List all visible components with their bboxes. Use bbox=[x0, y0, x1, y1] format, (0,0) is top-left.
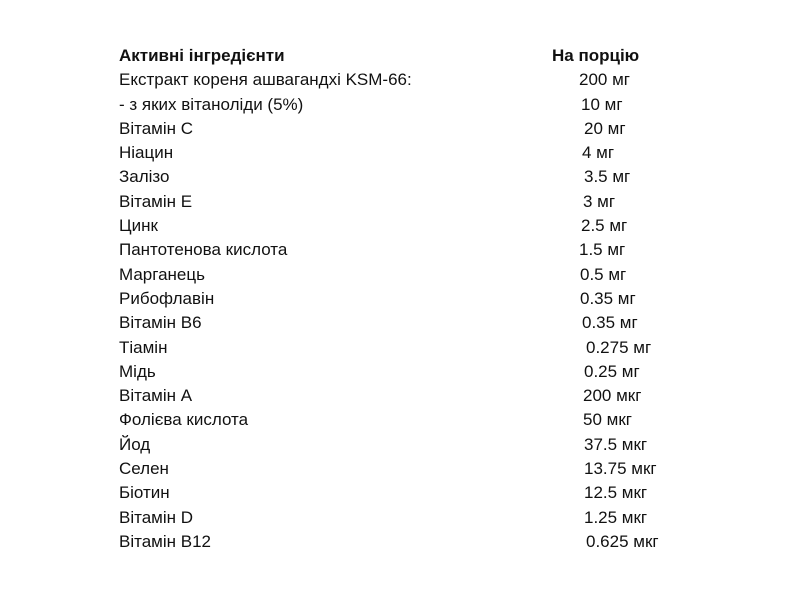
ingredient-amount: 0.35 мг bbox=[580, 288, 636, 308]
ingredient-name: Вітамін В12 bbox=[119, 531, 211, 551]
table-row bbox=[119, 190, 719, 214]
ingredient-amount: 0.5 мг bbox=[580, 264, 627, 284]
table-row bbox=[119, 336, 719, 360]
ingredients-table bbox=[119, 44, 719, 554]
table-row bbox=[119, 214, 719, 238]
ingredient-name: Селен bbox=[119, 459, 169, 479]
ingredients-column-header: Активні інгредієнти bbox=[119, 46, 285, 65]
ingredient-amount: 0.25 мг bbox=[584, 361, 640, 381]
table-row bbox=[119, 263, 719, 287]
ingredient-amount: 200 мкг bbox=[583, 386, 642, 406]
ingredient-name: Залізо bbox=[119, 167, 170, 187]
ingredient-name: Цинк bbox=[119, 216, 158, 236]
ingredient-name: Фолієва кислота bbox=[119, 410, 249, 430]
table-row bbox=[119, 93, 719, 117]
ingredient-amount: 0.625 мкг bbox=[586, 531, 659, 551]
ingredient-name: Вітамін D bbox=[119, 507, 194, 527]
table-row bbox=[119, 457, 719, 481]
ingredient-amount: 50 мкг bbox=[583, 410, 632, 430]
ingredient-name: - з яких вітаноліди (5%) bbox=[119, 94, 304, 114]
ingredient-amount: 3 мг bbox=[583, 191, 616, 211]
ingredient-amount: 37.5 мкг bbox=[584, 434, 648, 454]
ingredient-amount: 2.5 мг bbox=[581, 216, 628, 236]
table-header bbox=[119, 44, 719, 68]
ingredient-amount: 13.75 мкг bbox=[584, 459, 657, 479]
ingredient-name: Йод bbox=[119, 434, 151, 454]
table-row bbox=[119, 384, 719, 408]
ingredient-amount: 10 мг bbox=[581, 94, 623, 114]
table-row bbox=[119, 68, 719, 92]
ingredient-amount: 20 мг bbox=[584, 118, 626, 138]
ingredient-name: Екстракт кореня ашвагандхі KSM-66: bbox=[119, 70, 412, 90]
table-row bbox=[119, 506, 719, 530]
ingredient-amount: 0.35 мг bbox=[582, 313, 638, 333]
ingredient-name: Мідь bbox=[119, 361, 156, 381]
ingredient-amount: 12.5 мкг bbox=[584, 483, 648, 503]
table-row bbox=[119, 311, 719, 335]
ingredient-name: Вітамін А bbox=[119, 386, 193, 406]
ingredient-name: Біотин bbox=[119, 483, 170, 503]
ingredient-amount: 200 мг bbox=[579, 70, 630, 90]
table-row bbox=[119, 530, 719, 554]
table-row bbox=[119, 117, 719, 141]
table-row bbox=[119, 433, 719, 457]
table-row bbox=[119, 481, 719, 505]
ingredient-name: Тіамін bbox=[119, 337, 168, 357]
ingredient-name: Вітамін В6 bbox=[119, 313, 202, 333]
ingredient-amount: 3.5 мг bbox=[584, 167, 631, 187]
table-row bbox=[119, 360, 719, 384]
ingredient-name: Вітамін С bbox=[119, 118, 194, 138]
ingredient-name: Пантотенова кислота bbox=[119, 240, 288, 260]
ingredient-amount: 1.5 мг bbox=[579, 240, 626, 260]
ingredient-name: Вітамін Е bbox=[119, 191, 193, 211]
per-serving-column-header: На порцію bbox=[552, 46, 640, 65]
ingredient-amount: 4 мг bbox=[582, 143, 615, 163]
table-row bbox=[119, 287, 719, 311]
table-row bbox=[119, 141, 719, 165]
ingredient-amount: 0.275 мг bbox=[586, 337, 652, 357]
table-row bbox=[119, 408, 719, 432]
ingredient-amount: 1.25 мкг bbox=[584, 507, 648, 527]
ingredient-name: Марганець bbox=[119, 264, 205, 284]
table-row bbox=[119, 165, 719, 189]
ingredient-name: Рибофлавін bbox=[119, 288, 215, 308]
table-row bbox=[119, 238, 719, 262]
ingredient-name: Ніацин bbox=[119, 143, 174, 163]
